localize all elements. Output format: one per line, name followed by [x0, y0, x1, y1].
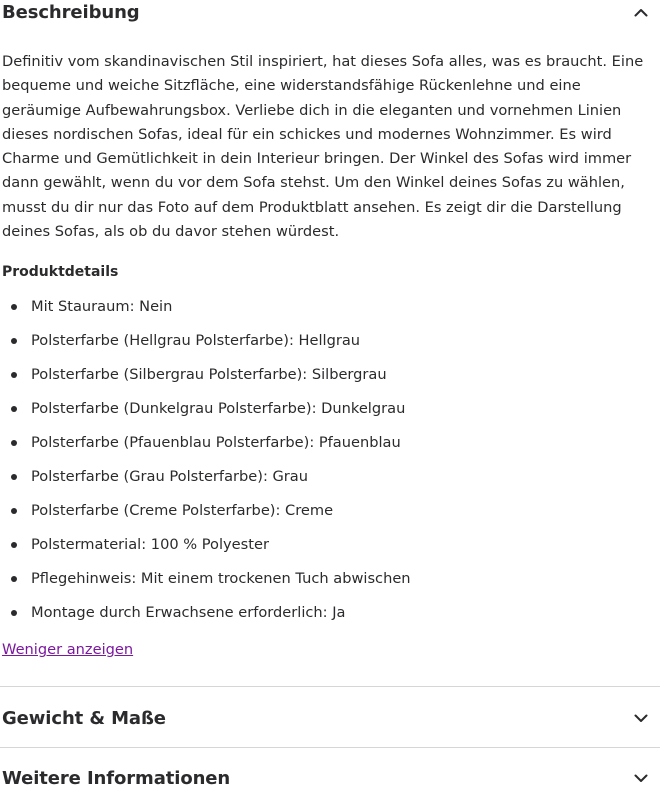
description-title: Beschreibung	[2, 1, 140, 23]
product-details-title: Produktdetails	[2, 264, 119, 280]
product-detail-item: Polsterfarbe (Hellgrau Polsterfarbe): Hellgrau	[0, 324, 411, 358]
product-detail-item: Polsterfarbe (Creme Polsterfarbe): Creme	[0, 494, 411, 528]
product-detail-item: Polstermaterial: 100 % Polyester	[0, 528, 411, 562]
product-detail-item: Polsterfarbe (Dunkelgrau Polsterfarbe): Dunkelgrau	[0, 392, 411, 426]
product-details-list	[0, 290, 411, 630]
weight-dimensions-title: Gewicht & Maße	[2, 707, 166, 729]
more-info-header[interactable]	[0, 766, 665, 790]
description-header[interactable]	[0, 0, 665, 24]
product-detail-item: Montage durch Erwachsene erforderlich: Ja	[0, 596, 411, 630]
weight-dimensions-header[interactable]	[0, 706, 665, 730]
product-detail-item: Pflegehinweis: Mit einem trockenen Tuch abwischen	[0, 562, 411, 596]
description-text: Definitiv vom skandinavischen Stil inspiriert, hat dieses Sofa alles, was es braucht. Eine bequeme und weiche Sitzfläche, eine widerstandsfähige Rückenlehne und eine geräumige Aufbewahrungsbox. Verliebe dich in die eleganten und vornehmen Linien dieses nordischen Sofas, ideal für ein schickes und modernes Wohnzimmer. Es wird Charme und Gemütlichkeit in dein Interieur bringen. Der Winkel des Sofas wird immer dann gewählt, wenn du vor dem Sofa stehst. Um den Winkel deines Sofas zu wählen, musst du dir nur das Foto auf dem Produktblatt ansehen. Es zeigt dir die Darstellung deines Sofas, als ob du davor stehen würdest.	[2, 53, 644, 241]
chevron-down-icon[interactable]	[633, 710, 649, 726]
product-detail-item: Polsterfarbe (Grau Polsterfarbe): Grau	[0, 460, 411, 494]
chevron-up-icon[interactable]	[633, 4, 649, 20]
chevron-down-icon[interactable]	[633, 770, 649, 786]
product-detail-item: Mit Stauraum: Nein	[0, 290, 411, 324]
section-divider	[0, 686, 660, 687]
section-divider	[0, 747, 660, 748]
product-detail-item: Polsterfarbe (Silbergrau Polsterfarbe): Silbergrau	[0, 358, 411, 392]
product-detail-item: Polsterfarbe (Pfauenblau Polsterfarbe): Pfauenblau	[0, 426, 411, 460]
show-less-link[interactable]: Weniger anzeigen	[2, 641, 134, 658]
more-info-title: Weitere Informationen	[2, 767, 231, 789]
